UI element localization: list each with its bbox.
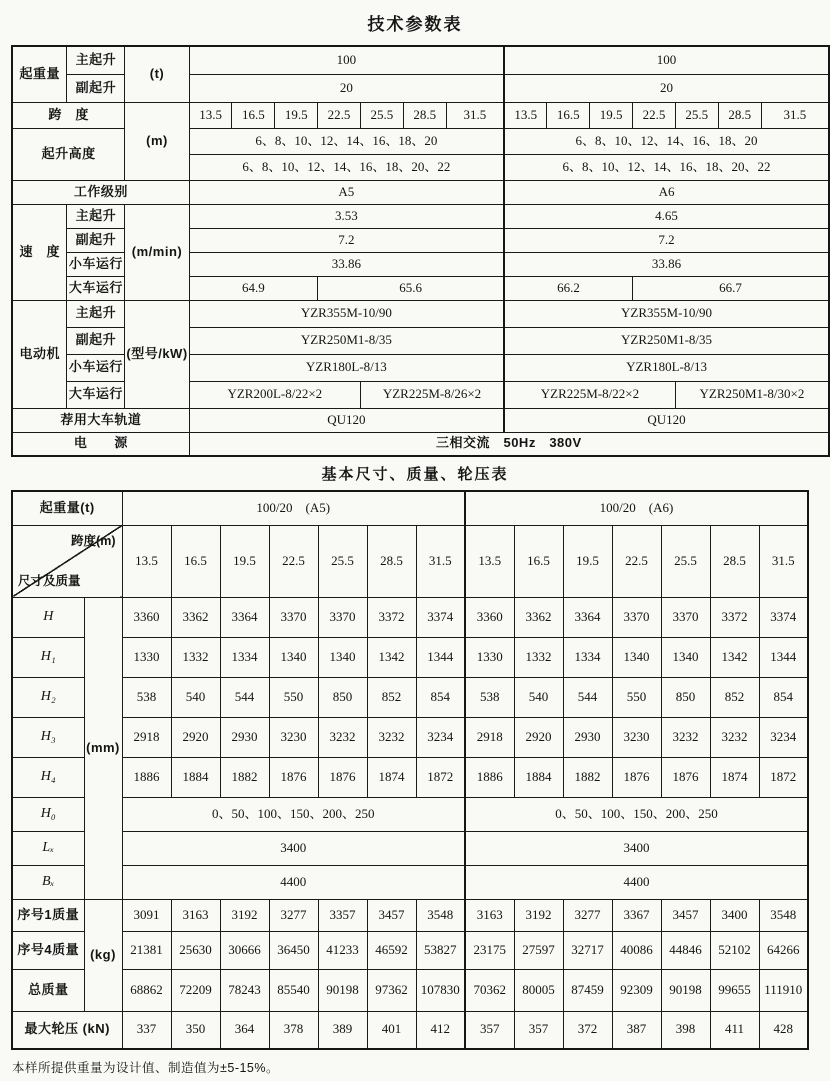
table-cell: 357	[514, 1011, 563, 1049]
Bx-a6: 4400	[465, 865, 808, 899]
table-cell: 852	[710, 677, 759, 717]
label-work-duty: 工作级别	[12, 180, 189, 204]
motor-aux-a6: YZR250M1-8/35	[504, 327, 829, 354]
table-cell: 90198	[318, 969, 367, 1011]
table-cell: 389	[318, 1011, 367, 1049]
table-cell: 31.5	[446, 102, 504, 128]
table-cell: 1876	[318, 757, 367, 797]
table-cell: 1344	[759, 637, 808, 677]
table-cell: 32717	[563, 931, 612, 969]
dimensions-mass-table	[11, 490, 809, 1050]
table-cell: 3548	[759, 899, 808, 931]
table-cell: 1344	[416, 637, 465, 677]
Lx-a5: 3400	[122, 831, 465, 865]
table-cell: 3230	[269, 717, 318, 757]
table-cell: 850	[661, 677, 710, 717]
table-cell: 31.5	[761, 102, 829, 128]
label-H2: H₂	[12, 677, 84, 717]
table-cell: 68862	[122, 969, 171, 1011]
capacity-header-a5: 100/20 (A5)	[122, 491, 465, 525]
table-cell: 25.5	[360, 102, 403, 128]
table-cell: 19.5	[563, 525, 612, 597]
label-Lx: Lₓ	[12, 831, 84, 865]
table-cell: 1342	[367, 637, 416, 677]
table-cell: 13.5	[189, 102, 232, 128]
table-cell: 19.5	[590, 102, 633, 128]
table-cell: 3370	[661, 597, 710, 637]
table-cell: 3372	[710, 597, 759, 637]
table-cell: 3277	[269, 899, 318, 931]
table-cell: 850	[318, 677, 367, 717]
table-cell: 31.5	[416, 525, 465, 597]
table-cell: 23175	[465, 931, 514, 969]
motor-aux-a5: YZR250M1-8/35	[189, 327, 504, 354]
table-cell: 2920	[171, 717, 220, 757]
motor-crane-a5-2: YZR225M-8/26×2	[360, 381, 504, 408]
table-cell: 540	[171, 677, 220, 717]
motor-crane-a6-2: YZR250M1-8/30×2	[675, 381, 829, 408]
table-cell: 350	[171, 1011, 220, 1049]
table-cell: 1334	[563, 637, 612, 677]
label-motor-main: 主起升	[67, 300, 125, 327]
table-cell: 387	[612, 1011, 661, 1049]
label-rail: 荐用大车轨道	[12, 408, 189, 432]
table-cell: 3362	[171, 597, 220, 637]
table-cell: 19.5	[220, 525, 269, 597]
table-cell: 1342	[710, 637, 759, 677]
unit-m-min: (m/min)	[125, 204, 189, 300]
Bx-a5: 4400	[122, 865, 465, 899]
table-cell: 378	[269, 1011, 318, 1049]
power-value: 三相交流 50Hz 380V	[189, 432, 829, 456]
table-cell: 3370	[318, 597, 367, 637]
lifting-height-a5-main: 6、8、10、12、14、16、18、20	[189, 128, 504, 154]
table-cell: 1874	[367, 757, 416, 797]
table-cell: 3457	[367, 899, 416, 931]
table-cell: 3232	[710, 717, 759, 757]
table-cell: 90198	[661, 969, 710, 1011]
table-cell: 3234	[759, 717, 808, 757]
rail-a5: QU120	[189, 408, 504, 432]
motor-main-a5: YZR355M-10/90	[189, 300, 504, 327]
label-span-m: 跨度(m)	[71, 533, 116, 548]
table-cell: 412	[416, 1011, 465, 1049]
table-cell: 99655	[710, 969, 759, 1011]
table-cell: 3192	[514, 899, 563, 931]
table-cell: 40086	[612, 931, 661, 969]
label-main-hoist: 主起升	[67, 46, 125, 74]
table-cell: 3232	[661, 717, 710, 757]
table-cell: 16.5	[232, 102, 275, 128]
table-cell: 16.5	[514, 525, 563, 597]
table-cell: 70362	[465, 969, 514, 1011]
table-cell: 411	[710, 1011, 759, 1049]
table-cell: 3370	[269, 597, 318, 637]
label-mass-no1: 序号1质量	[12, 899, 84, 931]
table-cell: 107830	[416, 969, 465, 1011]
table-cell: 1884	[171, 757, 220, 797]
speed-trolley-a5: 33.86	[189, 252, 504, 276]
table-cell: 1876	[612, 757, 661, 797]
table-cell: 398	[661, 1011, 710, 1049]
table-cell: 22.5	[318, 102, 361, 128]
speed-aux-a5: 7.2	[189, 228, 504, 252]
table-cell: 2918	[465, 717, 514, 757]
motor-main-a6: YZR355M-10/90	[504, 300, 829, 327]
table-cell: 44846	[661, 931, 710, 969]
table-cell: 1332	[514, 637, 563, 677]
table-cell: 2918	[122, 717, 171, 757]
table-cell: 1330	[122, 637, 171, 677]
table-cell: 364	[220, 1011, 269, 1049]
table-cell: 52102	[710, 931, 759, 969]
table-cell: 3163	[465, 899, 514, 931]
technical-parameters-table	[11, 45, 830, 457]
table-cell: 1340	[661, 637, 710, 677]
speed-main-a5: 3.53	[189, 204, 504, 228]
table-cell: 3192	[220, 899, 269, 931]
table-cell: 13.5	[504, 102, 547, 128]
table-cell: 538	[465, 677, 514, 717]
label-Bx: Bₓ	[12, 865, 84, 899]
table-cell: 25.5	[661, 525, 710, 597]
table-cell: 22.5	[269, 525, 318, 597]
table-cell: 3400	[710, 899, 759, 931]
table-cell: 92309	[612, 969, 661, 1011]
table-cell: 854	[416, 677, 465, 717]
motor-trolley-a6: YZR180L-8/13	[504, 354, 829, 381]
table-cell: 87459	[563, 969, 612, 1011]
table-cell: 337	[122, 1011, 171, 1049]
table-cell: 538	[122, 677, 171, 717]
diagonal-header-cell	[12, 525, 122, 597]
speed-aux-a6: 7.2	[504, 228, 829, 252]
table-cell: 3548	[416, 899, 465, 931]
unit-mm: (mm)	[84, 597, 122, 899]
footnote: 本样所提供重量为设计值、制造值为±5-15%。	[12, 1061, 279, 1075]
table-cell: 1340	[612, 637, 661, 677]
capacity-header-a6: 100/20 (A6)	[465, 491, 808, 525]
speed-crane-a5-1: 64.9	[189, 276, 317, 300]
table-cell: 80005	[514, 969, 563, 1011]
label-H3: H₃	[12, 717, 84, 757]
table-cell: 3163	[171, 899, 220, 931]
table-cell: 1884	[514, 757, 563, 797]
rail-a6: QU120	[504, 408, 829, 432]
label-motor-aux: 副起升	[67, 327, 125, 354]
table-cell: 3234	[416, 717, 465, 757]
table-cell: 28.5	[718, 102, 761, 128]
table-cell: 16.5	[171, 525, 220, 597]
motor-crane-a6-1: YZR225M-8/22×2	[504, 381, 675, 408]
label-H4: H₄	[12, 757, 84, 797]
label-speed-crane: 大车运行	[67, 276, 125, 300]
label-capacity-t: 起重量(t)	[12, 491, 122, 525]
label-lifting-height: 起升高度	[12, 128, 125, 180]
table-cell: 1340	[318, 637, 367, 677]
main-capacity-a5: 100	[189, 46, 504, 74]
table-cell: 41233	[318, 931, 367, 969]
unit-model-kw: (型号/kW)	[125, 300, 189, 408]
unit-m: (m)	[125, 102, 189, 180]
table-cell: 2920	[514, 717, 563, 757]
table-cell: 3364	[563, 597, 612, 637]
aux-capacity-a6: 20	[504, 74, 829, 102]
table-cell: 27597	[514, 931, 563, 969]
label-speed-main: 主起升	[67, 204, 125, 228]
speed-trolley-a6: 33.86	[504, 252, 829, 276]
table-cell: 3362	[514, 597, 563, 637]
label-mass-no4: 序号4质量	[12, 931, 84, 969]
table-cell: 1882	[563, 757, 612, 797]
table-cell: 72209	[171, 969, 220, 1011]
H0-a6: 0、50、100、150、200、250	[465, 797, 808, 831]
lifting-height-a5-aux: 6、8、10、12、14、16、18、20、22	[189, 154, 504, 180]
table-cell: 1872	[416, 757, 465, 797]
duty-a6: A6	[504, 180, 829, 204]
table-cell: 85540	[269, 969, 318, 1011]
table-cell: 2930	[220, 717, 269, 757]
table-cell: 3367	[612, 899, 661, 931]
table-cell: 28.5	[403, 102, 446, 128]
speed-crane-a6-1: 66.2	[504, 276, 632, 300]
table-cell: 550	[269, 677, 318, 717]
table-cell: 1334	[220, 637, 269, 677]
table-cell: 401	[367, 1011, 416, 1049]
table-cell: 3230	[612, 717, 661, 757]
table-cell: 357	[465, 1011, 514, 1049]
motor-crane-a5-1: YZR200L-8/22×2	[189, 381, 360, 408]
table-cell: 1330	[465, 637, 514, 677]
table-cell: 46592	[367, 931, 416, 969]
label-H1: H₁	[12, 637, 84, 677]
table-cell: 540	[514, 677, 563, 717]
table-cell: 25.5	[318, 525, 367, 597]
table-cell: 25.5	[675, 102, 718, 128]
table-cell: 30666	[220, 931, 269, 969]
H0-a5: 0、50、100、150、200、250	[122, 797, 465, 831]
table-cell: 1876	[269, 757, 318, 797]
label-motor-trolley: 小车运行	[67, 354, 125, 381]
label-motor: 电动机	[12, 300, 67, 408]
table-cell: 1882	[220, 757, 269, 797]
table-cell: 3232	[318, 717, 367, 757]
speed-crane-a5-2: 65.6	[318, 276, 504, 300]
speed-crane-a6-2: 66.7	[633, 276, 829, 300]
table-cell: 1340	[269, 637, 318, 677]
label-motor-crane: 大车运行	[67, 381, 125, 408]
table-cell: 544	[563, 677, 612, 717]
table-cell: 3091	[122, 899, 171, 931]
unit-kg: (kg)	[84, 899, 122, 1011]
table-cell: 53827	[416, 931, 465, 969]
table-cell: 19.5	[275, 102, 318, 128]
label-speed-aux: 副起升	[67, 228, 125, 252]
label-dims-mass: 尺寸及质量	[18, 574, 81, 589]
table-cell: 3372	[367, 597, 416, 637]
table-cell: 36450	[269, 931, 318, 969]
unit-t: (t)	[125, 46, 189, 102]
table-cell: 13.5	[465, 525, 514, 597]
table-cell: 1886	[465, 757, 514, 797]
label-power: 电 源	[12, 432, 189, 456]
table-cell: 3457	[661, 899, 710, 931]
table2-title: 基本尺寸、质量、轮压表	[321, 466, 509, 483]
table-cell: 1886	[122, 757, 171, 797]
table-cell: 31.5	[759, 525, 808, 597]
table-cell: 3370	[612, 597, 661, 637]
lifting-height-a6-aux: 6、8、10、12、14、16、18、20、22	[504, 154, 829, 180]
table-cell: 78243	[220, 969, 269, 1011]
table-cell: 428	[759, 1011, 808, 1049]
label-span: 跨 度	[12, 102, 125, 128]
table-cell: 22.5	[633, 102, 676, 128]
table-cell: 372	[563, 1011, 612, 1049]
table-cell: 3232	[367, 717, 416, 757]
label-speed-trolley: 小车运行	[67, 252, 125, 276]
table-cell: 21381	[122, 931, 171, 969]
table-cell: 25630	[171, 931, 220, 969]
table-cell: 550	[612, 677, 661, 717]
table-cell: 854	[759, 677, 808, 717]
table-cell: 13.5	[122, 525, 171, 597]
table-cell: 852	[367, 677, 416, 717]
table-cell: 28.5	[367, 525, 416, 597]
table-cell: 1332	[171, 637, 220, 677]
table-cell: 544	[220, 677, 269, 717]
table-cell: 1876	[661, 757, 710, 797]
label-lifting-capacity: 起重量	[12, 46, 67, 102]
table-cell: 28.5	[710, 525, 759, 597]
speed-main-a6: 4.65	[504, 204, 829, 228]
table-cell: 3374	[759, 597, 808, 637]
main-capacity-a6: 100	[504, 46, 829, 74]
table1-title: 技术参数表	[367, 15, 463, 34]
table-cell: 2930	[563, 717, 612, 757]
label-H: H	[12, 597, 84, 637]
table-cell: 97362	[367, 969, 416, 1011]
table-cell: 1872	[759, 757, 808, 797]
label-total-mass: 总质量	[12, 969, 84, 1011]
table-cell: 111910	[759, 969, 808, 1011]
table-cell: 3360	[122, 597, 171, 637]
table-cell: 3277	[563, 899, 612, 931]
table-cell: 3364	[220, 597, 269, 637]
table-cell: 3360	[465, 597, 514, 637]
Lx-a6: 3400	[465, 831, 808, 865]
motor-trolley-a5: YZR180L-8/13	[189, 354, 504, 381]
label-H0: H₀	[12, 797, 84, 831]
label-speed: 速 度	[12, 204, 67, 300]
label-max-wheel-load: 最大轮压 (kN)	[12, 1011, 122, 1049]
table-cell: 64266	[759, 931, 808, 969]
table-cell: 22.5	[612, 525, 661, 597]
label-aux-hoist: 副起升	[67, 74, 125, 102]
table-cell: 3374	[416, 597, 465, 637]
table-cell: 1874	[710, 757, 759, 797]
aux-capacity-a5: 20	[189, 74, 504, 102]
duty-a5: A5	[189, 180, 504, 204]
table-cell: 16.5	[547, 102, 590, 128]
lifting-height-a6-main: 6、8、10、12、14、16、18、20	[504, 128, 829, 154]
table-cell: 3357	[318, 899, 367, 931]
